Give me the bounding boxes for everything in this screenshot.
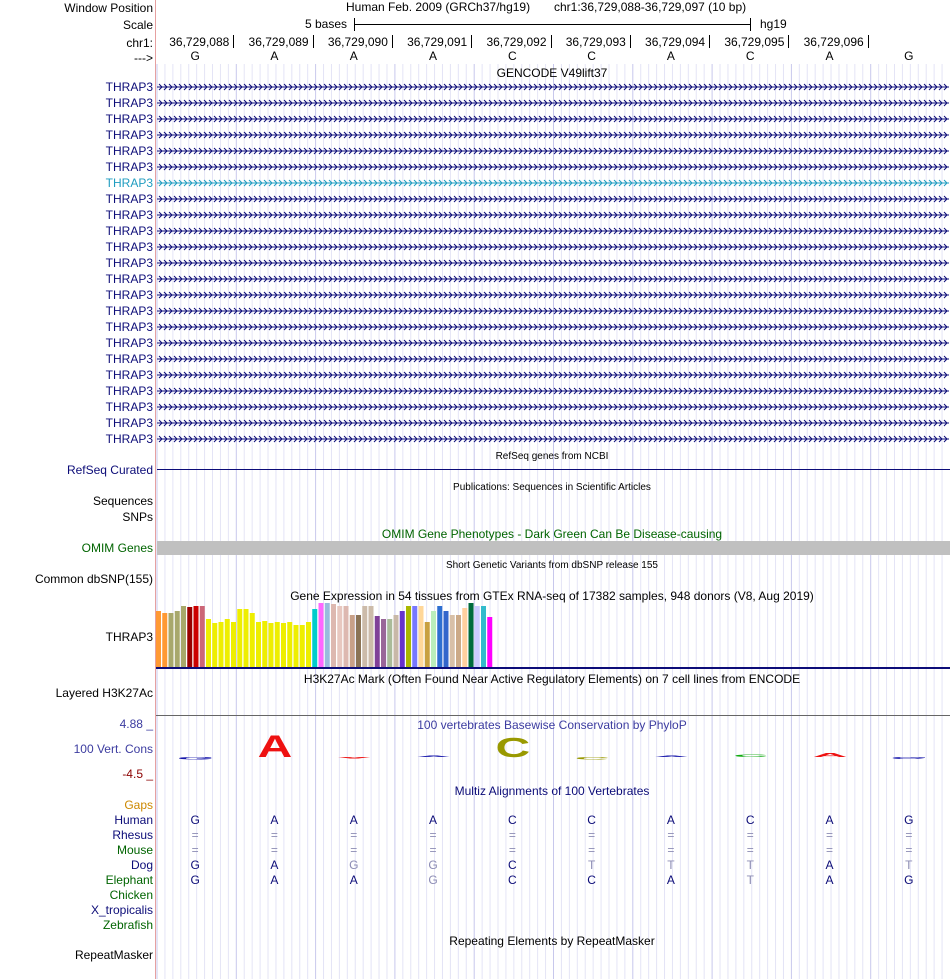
gencode-transcript-line[interactable] (157, 146, 949, 156)
multiz-species-label[interactable]: Elephant (105, 873, 153, 887)
base-letter: A (270, 49, 279, 63)
coordinate-label: 36,729,090 (327, 35, 388, 49)
gtex-tissue-bar[interactable] (344, 606, 349, 667)
base-letter: A (825, 49, 834, 63)
coordinate-tick (788, 35, 789, 48)
multiz-base: T (587, 858, 596, 872)
gtex-tissue-bar[interactable] (231, 622, 236, 667)
cons-base-glyph: G (176, 756, 215, 761)
gtex-tissue-bar[interactable] (250, 613, 255, 667)
gtex-tissue-bar[interactable] (425, 622, 430, 667)
cons-label[interactable]: 100 Vert. Cons (73, 742, 153, 756)
multiz-base: C (508, 813, 517, 827)
multiz-base: A (825, 813, 834, 827)
gencode-transcript-label[interactable]: THRAP3 (105, 224, 153, 238)
multiz-base: = (508, 843, 516, 857)
base-letter: A (349, 49, 358, 63)
base-letter: G (190, 49, 200, 63)
gtex-bar-chart[interactable] (156, 603, 536, 667)
gtex-tissue-bar[interactable] (175, 611, 180, 667)
gtex-tissue-bar[interactable] (194, 606, 199, 667)
position-range[interactable]: chr1:36,729,088-36,729,097 (10 bp) (554, 0, 747, 14)
multiz-base: = (667, 828, 675, 842)
coordinate-label: 36,729,095 (724, 35, 785, 49)
gtex-tissue-bar[interactable] (400, 611, 405, 667)
multiz-base: = (191, 843, 199, 857)
gencode-transcript-line[interactable] (157, 434, 949, 444)
gtex-tissue-bar[interactable] (444, 611, 449, 667)
gencode-transcript-label[interactable]: THRAP3 (105, 208, 153, 222)
gtex-tissue-bar[interactable] (406, 606, 411, 667)
cons-base-glyph: A (812, 752, 848, 759)
multiz-base: = (826, 843, 834, 857)
multiz-base: T (746, 858, 754, 872)
multiz-base: = (588, 828, 596, 842)
h3k27ac-label[interactable]: Layered H3K27Ac (55, 686, 153, 700)
gtex-tissue-bar[interactable] (275, 622, 280, 667)
refseq-label[interactable]: RefSeq Curated (66, 463, 153, 477)
coordinate-label: 36,729,093 (565, 35, 626, 49)
gencode-transcript-label[interactable]: THRAP3 (105, 416, 153, 430)
multiz-base: A (825, 873, 834, 887)
gencode-transcript-label[interactable]: THRAP3 (105, 336, 153, 350)
multiz-base: A (666, 873, 675, 887)
gtex-tissue-bar[interactable] (225, 619, 230, 667)
h3k27ac-baseline (156, 715, 950, 716)
gencode-transcript-label[interactable]: THRAP3 (105, 304, 153, 318)
multiz-base: = (429, 828, 437, 842)
gtex-tissue-bar[interactable] (450, 615, 455, 667)
gencode-transcript-line[interactable] (157, 322, 949, 332)
gencode-transcript-label[interactable]: THRAP3 (105, 256, 153, 270)
gencode-transcript-line[interactable] (157, 338, 949, 348)
gtex-label[interactable]: THRAP3 (105, 630, 153, 644)
coordinate-tick (868, 35, 869, 48)
multiz-base: = (746, 828, 754, 842)
gtex-tissue-bar[interactable] (375, 616, 380, 667)
gencode-transcript-label[interactable]: THRAP3 (105, 144, 153, 158)
multiz-track-title: Multiz Alignments of 100 Vertebrates (454, 784, 650, 798)
multiz-species-label[interactable]: X_tropicalis (90, 903, 153, 917)
gencode-transcript-label[interactable]: THRAP3 (105, 160, 153, 174)
gencode-transcript-label[interactable]: THRAP3 (105, 288, 153, 302)
cons-base-glyph: A (336, 756, 372, 759)
gencode-transcript-line[interactable] (157, 130, 949, 140)
multiz-base: = (826, 828, 834, 842)
gencode-transcript-label[interactable]: THRAP3 (105, 80, 153, 94)
gencode-transcript-label[interactable]: THRAP3 (105, 128, 153, 142)
gencode-transcript-line[interactable] (157, 354, 949, 364)
gtex-tissue-bar[interactable] (431, 611, 436, 667)
cons-ymax: 4.88 _ (119, 717, 153, 731)
gtex-tissue-bar[interactable] (456, 615, 461, 667)
gtex-tissue-bar[interactable] (281, 623, 286, 667)
multiz-base: C (508, 873, 517, 887)
coordinate-tick (233, 35, 234, 48)
gencode-transcript-line[interactable] (157, 98, 949, 108)
publications-track-title: Publications: Sequences in Scientific Articles (453, 482, 651, 493)
coordinate-label: 36,729,089 (248, 35, 309, 49)
multiz-base: G (190, 813, 200, 827)
coordinate-label: 36,729,092 (486, 35, 547, 49)
multiz-base: = (350, 843, 358, 857)
omim-label[interactable]: OMIM Genes (81, 541, 153, 555)
gtex-tissue-bar[interactable] (462, 608, 467, 667)
gtex-tissue-bar[interactable] (294, 625, 299, 667)
gtex-tissue-bar[interactable] (244, 609, 249, 667)
multiz-base: G (349, 858, 359, 872)
scale-label: Scale (122, 18, 153, 32)
cons-track-title: 100 vertebrates Basewise Conservation by PhyloP (417, 718, 687, 732)
coordinate-label: 36,729,096 (803, 35, 864, 49)
multiz-base: = (905, 843, 913, 857)
gtex-tissue-bar[interactable] (300, 625, 305, 667)
multiz-base: = (667, 843, 675, 857)
multiz-base: C (508, 858, 517, 872)
gtex-tissue-bar[interactable] (200, 606, 205, 667)
multiz-base: A (349, 873, 358, 887)
gencode-transcript-label[interactable]: THRAP3 (105, 384, 153, 398)
gencode-transcript-line[interactable] (157, 194, 949, 204)
gtex-tissue-bar[interactable] (325, 603, 330, 667)
multiz-base: G (428, 858, 438, 872)
coordinate-tick (313, 35, 314, 48)
multiz-base: A (429, 813, 438, 827)
gtex-tissue-bar[interactable] (219, 622, 224, 667)
gtex-tissue-bar[interactable] (269, 623, 274, 667)
coordinate-label: 36,729,094 (645, 35, 706, 49)
gtex-tissue-bar[interactable] (481, 606, 486, 667)
multiz-base: A (270, 858, 279, 872)
multiz-species-label[interactable]: Human (114, 813, 153, 827)
multiz-species-label[interactable]: Mouse (116, 843, 153, 857)
multiz-base: C (587, 813, 596, 827)
gtex-tissue-bar[interactable] (206, 619, 211, 667)
dbsnp-track-title: Short Genetic Variants from dbSNP release 155 (446, 560, 658, 571)
omim-track-title: OMIM Gene Phenotypes - Dark Green Can Be Disease-causing (381, 527, 723, 541)
multiz-base: C (745, 813, 755, 827)
multiz-base: G (190, 873, 200, 887)
gencode-transcript-line[interactable] (157, 82, 949, 92)
gtex-tissue-bar[interactable] (369, 606, 374, 667)
base-letter: C (508, 49, 517, 63)
gencode-transcript-line[interactable] (157, 114, 949, 124)
multiz-base: = (350, 828, 358, 842)
gencode-transcript-label[interactable]: THRAP3 (105, 176, 153, 190)
gencode-transcript-line[interactable] (157, 226, 949, 236)
dbsnp-label[interactable]: Common dbSNP(155) (34, 572, 153, 586)
scale-bar-left-tick (354, 18, 355, 31)
coordinate-tick (709, 35, 710, 48)
gencode-transcript-label[interactable]: THRAP3 (105, 368, 153, 382)
gtex-tissue-bar[interactable] (237, 609, 242, 667)
multiz-species-label[interactable]: Rhesus (112, 828, 153, 842)
gencode-transcript-label[interactable]: THRAP3 (105, 400, 153, 414)
gtex-tissue-bar[interactable] (394, 615, 399, 667)
cons-base-glyph: A (257, 730, 293, 764)
multiz-base: = (746, 843, 754, 857)
gencode-transcript-label[interactable]: THRAP3 (105, 432, 153, 446)
window-position-label: Window Position (64, 1, 153, 15)
gencode-transcript-line[interactable] (157, 162, 949, 172)
omim-bar[interactable] (157, 541, 950, 555)
strand-label: ---> (134, 51, 153, 65)
coordinate-tick (630, 35, 631, 48)
refseq-line[interactable] (157, 469, 950, 470)
assembly-title: Human Feb. 2009 (GRCh37/hg19) (346, 0, 531, 14)
gencode-transcript-label[interactable]: THRAP3 (105, 192, 153, 206)
multiz-base: A (825, 858, 834, 872)
gencode-transcript-line[interactable] (157, 306, 949, 316)
snps-label[interactable]: SNPs (122, 510, 153, 524)
repeatmasker-label[interactable]: RepeatMasker (74, 948, 153, 962)
multiz-species-label[interactable]: Dog (130, 858, 153, 872)
multiz-base: G (190, 858, 200, 872)
gtex-tissue-bar[interactable] (287, 622, 292, 667)
repeatmasker-track-title: Repeating Elements by RepeatMasker (449, 934, 655, 948)
gencode-transcript-label[interactable]: THRAP3 (105, 96, 153, 110)
gtex-tissue-bar[interactable] (356, 615, 361, 667)
multiz-base: = (270, 828, 278, 842)
gencode-transcript-label[interactable]: THRAP3 (105, 240, 153, 254)
cons-base-glyph: A (654, 755, 689, 758)
gencode-transcript-line[interactable] (157, 258, 949, 268)
gtex-tissue-bar[interactable] (212, 623, 217, 667)
cons-base-glyph: C (495, 732, 531, 764)
multiz-base: T (905, 858, 913, 872)
gencode-transcript-line[interactable] (157, 402, 949, 412)
base-letter: C (587, 49, 596, 63)
gencode-transcript-label[interactable]: THRAP3 (105, 112, 153, 126)
multiz-base: = (588, 843, 596, 857)
multiz-base: G (428, 873, 438, 887)
cons-base-glyph: A (416, 755, 451, 758)
gtex-tissue-bar[interactable] (156, 611, 161, 667)
multiz-base: G (904, 813, 914, 827)
multiz-base: A (270, 873, 279, 887)
gencode-transcript-line[interactable] (157, 242, 949, 252)
refseq-track-title: RefSeq genes from NCBI (495, 451, 609, 462)
multiz-base: G (904, 873, 914, 887)
multiz-species-label[interactable]: Gaps (124, 798, 153, 812)
cons-base-glyph: C (574, 756, 610, 761)
gtex-tissue-bar[interactable] (187, 607, 192, 667)
gencode-transcript-line[interactable] (157, 178, 949, 188)
gtex-tissue-bar[interactable] (331, 604, 336, 667)
gtex-tissue-bar[interactable] (419, 606, 424, 667)
gtex-tissue-bar[interactable] (337, 606, 342, 667)
base-letter: C (745, 49, 755, 63)
coordinate-tick (551, 35, 552, 48)
cons-ymin: -4.5 _ (122, 767, 153, 781)
scale-bar-text: 5 bases (305, 17, 348, 31)
gtex-baseline (156, 667, 950, 669)
gtex-tissue-bar[interactable] (475, 606, 480, 667)
coordinate-tick (471, 35, 472, 48)
gencode-transcript-line[interactable] (157, 370, 949, 380)
gencode-transcript-line[interactable] (157, 418, 949, 428)
gtex-tissue-bar[interactable] (387, 619, 392, 667)
gencode-track-title: GENCODE V49lift37 (496, 66, 608, 80)
scale-bar-right-tick (750, 18, 751, 31)
multiz-base: A (666, 813, 675, 827)
gencode-transcript-line[interactable] (157, 386, 949, 396)
coordinate-label: 36,729,091 (407, 35, 468, 49)
gencode-transcript-label[interactable]: THRAP3 (105, 272, 153, 286)
gtex-tissue-bar[interactable] (469, 603, 474, 667)
multiz-base: = (270, 843, 278, 857)
gencode-transcript-label[interactable]: THRAP3 (105, 320, 153, 334)
gtex-tissue-bar[interactable] (181, 606, 186, 667)
db-name: hg19 (760, 17, 787, 31)
gencode-transcript-line[interactable] (157, 210, 949, 220)
multiz-base: T (746, 873, 754, 887)
sequences-label[interactable]: Sequences (92, 494, 153, 508)
multiz-base: A (349, 813, 358, 827)
gtex-track-title: Gene Expression in 54 tissues from GTEx RNA-seq of 17382 samples, 948 donors (V8, Aug 2019) (290, 589, 814, 603)
gtex-tissue-bar[interactable] (487, 617, 492, 667)
multiz-base: = (191, 828, 199, 842)
base-letter: G (904, 49, 914, 63)
cons-base-glyph: C (733, 753, 769, 758)
multiz-base: = (905, 828, 913, 842)
coordinate-label: 36,729,088 (169, 35, 230, 49)
coordinate-tick (392, 35, 393, 48)
chrom-label: chr1: (126, 36, 153, 50)
base-letter: A (666, 49, 675, 63)
multiz-species-label[interactable]: Chicken (109, 888, 153, 902)
h3k27ac-track-title: H3K27Ac Mark (Often Found Near Active Regulatory Elements) on 7 cell lines from ENCODE (303, 672, 801, 686)
cons-plot[interactable] (156, 730, 950, 780)
gtex-tissue-bar[interactable] (319, 603, 324, 667)
gencode-transcript-label[interactable]: THRAP3 (105, 352, 153, 366)
gtex-tissue-bar[interactable] (412, 606, 417, 667)
gtex-tissue-bar[interactable] (162, 613, 167, 667)
gencode-transcript-line[interactable] (157, 274, 949, 284)
base-letter: A (429, 49, 438, 63)
multiz-species-label[interactable]: Zebrafish (102, 918, 153, 932)
cons-base-glyph: G (890, 756, 929, 760)
gtex-tissue-bar[interactable] (381, 619, 386, 667)
multiz-base: C (587, 873, 596, 887)
gtex-tissue-bar[interactable] (362, 606, 367, 667)
gtex-tissue-bar[interactable] (306, 622, 311, 667)
gtex-tissue-bar[interactable] (262, 621, 267, 667)
gtex-tissue-bar[interactable] (312, 609, 317, 667)
gtex-tissue-bar[interactable] (437, 606, 442, 667)
gtex-tissue-bar[interactable] (169, 613, 174, 667)
gtex-tissue-bar[interactable] (256, 622, 261, 667)
multiz-base: = (508, 828, 516, 842)
gencode-transcript-line[interactable] (157, 290, 949, 300)
multiz-base: = (429, 843, 437, 857)
gtex-tissue-bar[interactable] (350, 615, 355, 667)
multiz-base: A (270, 813, 279, 827)
multiz-base: T (667, 858, 675, 872)
scale-bar (354, 24, 750, 25)
